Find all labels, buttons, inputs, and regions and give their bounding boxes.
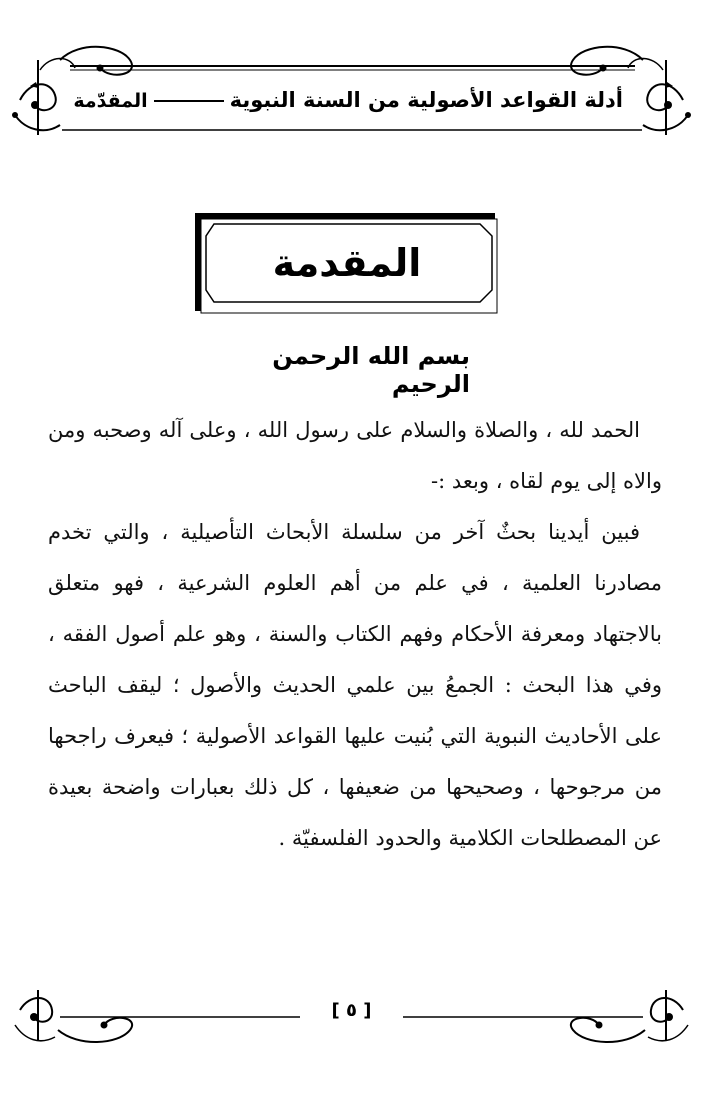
body-text	[48, 405, 662, 864]
basmala-calligraphy: بسم الله الرحمن الرحيم	[272, 342, 470, 398]
chapter-title-box	[192, 210, 502, 316]
paragraph-main: فبين أيدينا بحثٌ آخر من سلسلة الأبحاث التأصيلية ، والتي تخدم مصادرنا العلمية ، في علم من أهم العلوم الشرعية ، فهو متعلق بالاجتهاد ومعرفة الأحكام وفهم الكتاب والسنة ، وهو علم أصول الفقه ، وفي هذا البحث : الجمعُ بين علمي الحديث والأصول ؛ ليقف الباحث على الأحاديث النبوية التي بُنيت عليها القواعد الأصولية ؛ فيعرف راجحها من مرجوحها ، وصحيحها من ضعيفها ، كل ذلك بعبارات واضحة بعيدة عن المصطلحات الكلامية والحدود الفلسفيّة .	[48, 520, 662, 850]
running-header	[73, 88, 623, 112]
header-separator	[154, 100, 224, 102]
page-number: [ ٥ ]	[331, 1000, 372, 1021]
header-ornament	[0, 0, 703, 150]
chapter-title: المقدمة	[272, 241, 422, 285]
header-section: المقدّمة	[73, 90, 148, 112]
paragraph-opening: الحمد لله ، والصلاة والسلام على رسول الله ، وعلى آله وصحبه ومن والاه إلى يوم لقاه ، وبعد :-	[48, 418, 662, 493]
header-book-title: أدلة القواعد الأصولية من السنة النبوية	[229, 88, 623, 112]
